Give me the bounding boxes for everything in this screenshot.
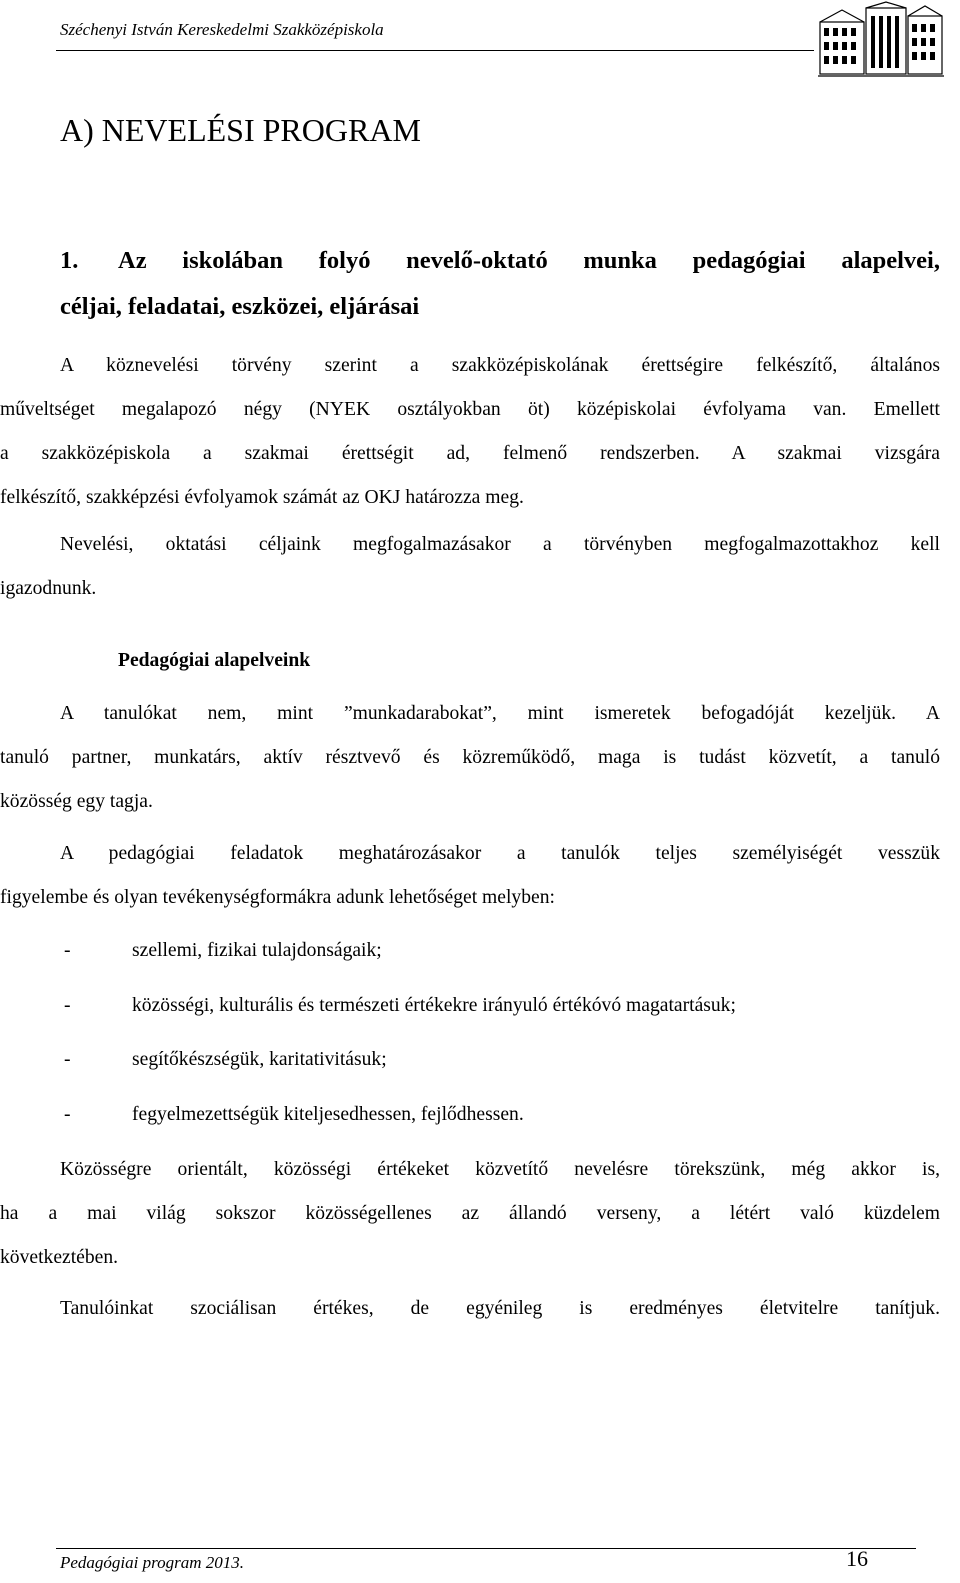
subheading-pedagogiai-alapelveink: Pedagógiai alapelveink bbox=[118, 650, 311, 671]
paragraph-2 bbox=[0, 523, 940, 611]
page-number: 16 bbox=[846, 1546, 868, 1571]
list-dash: - bbox=[64, 995, 71, 1016]
school-building-logo-icon bbox=[814, 0, 948, 80]
paragraph-4 bbox=[0, 832, 940, 920]
section-heading-text-1: Az iskolában folyó nevelő-oktató munka pedagógiai alapelvei, bbox=[118, 247, 940, 274]
section-number: 1. bbox=[60, 247, 79, 274]
list-dash: - bbox=[64, 1049, 71, 1070]
list-item-text: szellemi, fizikai tulajdonságaik; bbox=[132, 940, 382, 961]
paragraph-line: Közösségre orientált, közösségi értékeket közvetítő nevelésre törekszünk, még akkor is, bbox=[60, 1159, 940, 1180]
paragraph-6 bbox=[0, 1287, 940, 1331]
paragraph-line: A tanulókat nem, mint ”munkadarabokat”, mint ismeretek befogadóját kezeljük. A bbox=[60, 703, 940, 724]
page-title: A) NEVELÉSI PROGRAM bbox=[60, 112, 421, 148]
paragraph-line: közösség egy tagja. bbox=[0, 791, 153, 812]
section-heading-line-2: céljai, feladatai, eszközei, eljárásai bbox=[60, 293, 420, 320]
paragraph-line: ha a mai világ sokszor közösségellenes az állandó verseny, a létért való küzdelem bbox=[0, 1203, 940, 1224]
paragraph-line: tanuló partner, munkatárs, aktív résztvevő és közreműködő, maga is tudást közvetít, a tanuló bbox=[0, 747, 940, 768]
list-dash: - bbox=[64, 940, 71, 961]
paragraph-line: A köznevelési törvény szerint a szakközépiskolának érettségire felkészítő, általános bbox=[60, 355, 940, 376]
paragraph-1 bbox=[0, 344, 940, 520]
section-heading-line-1 bbox=[60, 238, 940, 284]
paragraph-line: figyelembe és olyan tevékenységformákra adunk lehetőséget melyben: bbox=[0, 887, 555, 908]
paragraph-line: felkészítő, szakképzési évfolyamok számát az OKJ határozza meg. bbox=[0, 487, 524, 508]
paragraph-3 bbox=[0, 692, 940, 824]
header-rule bbox=[56, 50, 814, 51]
paragraph-line: a szakközépiskola a szakmai érettségit ad, felmenő rendszerben. A szakmai vizsgára bbox=[0, 443, 940, 464]
paragraph-line: műveltséget megalapozó négy (NYEK osztályokban öt) középiskolai évfolyama van. Emellett bbox=[0, 399, 940, 420]
header-school-name: Széchenyi István Kereskedelmi Szakközépiskola bbox=[60, 20, 384, 39]
paragraph-line: Nevelési, oktatási céljaink megfogalmazásakor a törvényben megfogalmazottakhoz kell bbox=[60, 534, 940, 555]
section-heading bbox=[60, 238, 940, 330]
paragraph-line: igazodnunk. bbox=[0, 578, 97, 599]
list-item-text: közösségi, kulturális és természeti értékekre irányuló értékóvó magatartásuk; bbox=[132, 995, 736, 1016]
list-item-text: segítőkészségük, karitativitásuk; bbox=[132, 1049, 387, 1070]
paragraph-line: Tanulóinkat szociálisan értékes, de egyénileg is eredményes életvitelre tanítjuk. bbox=[60, 1298, 940, 1319]
paragraph-line: A pedagógiai feladatok meghatározásakor a tanulók teljes személyiségét vesszük bbox=[60, 843, 940, 864]
paragraph-line: következtében. bbox=[0, 1247, 119, 1268]
paragraph-5 bbox=[0, 1148, 940, 1280]
footer-program-label: Pedagógiai program 2013. bbox=[60, 1553, 245, 1572]
list-item-text: fegyelmezettségük kiteljesedhessen, fejlődhessen. bbox=[132, 1104, 524, 1125]
list-dash: - bbox=[64, 1104, 71, 1125]
footer-rule bbox=[56, 1548, 916, 1549]
